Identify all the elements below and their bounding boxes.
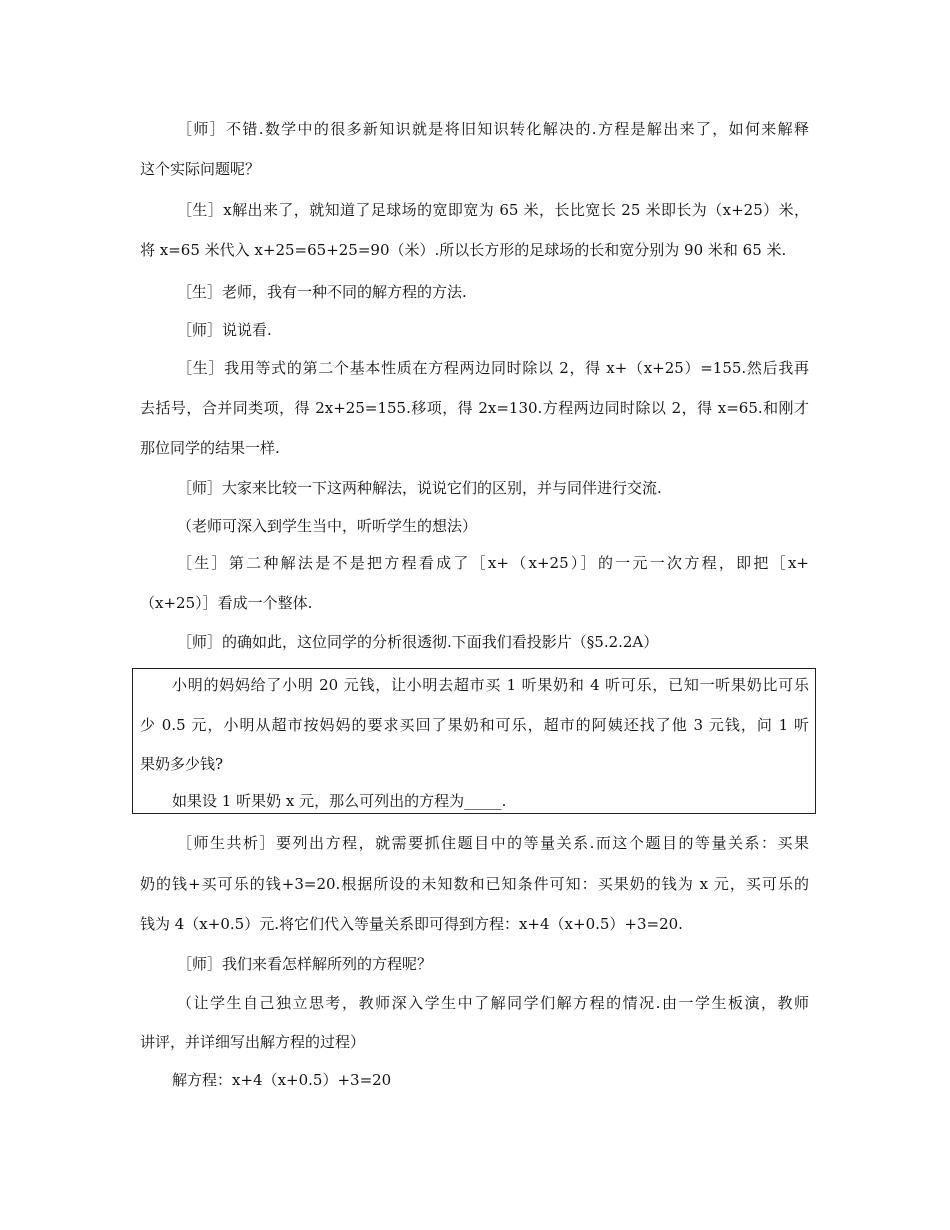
paragraph-line: 这个实际问题呢？: [140, 160, 261, 178]
paragraph-line: 奶的钱+买可乐的钱+3=20.根据所设的未知数和已知条件可知：买果奶的钱为 x 元，买可乐的: [140, 875, 809, 893]
paragraph-line: ［师］我们来看怎样解所列的方程呢？: [177, 955, 433, 973]
paragraph-line: 钱为 4（x+0.5）元.将它们代入等量关系即可得到方程：x+4（x+0.5）+3=20.: [140, 915, 683, 933]
problem-line: 如果设 1 听果奶 x 元，那么可列出的方程为_____.: [172, 792, 507, 810]
problem-line: 少 0.5 元，小明从超市按妈妈的要求买回了果奶和可乐，超市的阿姨还找了他 3 元钱，问 1 听: [140, 716, 809, 734]
paragraph-line: ［师］的确如此，这位同学的分析很透彻.下面我们看投影片（§5.2.2A）: [177, 633, 659, 651]
paragraph-line: ［生］x解出来了，就知道了足球场的宽即宽为 65 米，长比宽长 25 米即长为（x+25）米，: [177, 201, 809, 219]
paragraph-line: 去括号，合并同类项，得 2x+25=155.移项，得 2x=130.方程两边同时除以 2，得 x=65.和刚才: [140, 399, 809, 417]
paragraph-line: （让学生自己独立思考，教师深入学生中了解同学们解方程的情况.由一学生板演，教师: [177, 994, 809, 1012]
paragraph-line: 将 x=65 米代入 x+25=65+25=90（米）.所以长方形的足球场的长和宽分别为 90 米和 65 米.: [140, 241, 787, 259]
problem-line: 小明的妈妈给了小明 20 元钱，让小明去超市买 1 听果奶和 4 听可乐，已知一听果奶比可乐: [172, 676, 809, 694]
equation-line: 解方程：x+4（x+0.5）+3=20: [172, 1071, 392, 1089]
paragraph-line: ［师生共析］要列出方程，就需要抓住题目中的等量关系.而这个题目的等量关系：买果: [177, 834, 809, 852]
paragraph-line: ［生］老师，我有一种不同的解方程的方法.: [177, 283, 467, 301]
paragraph-line: 那位同学的结果一样.: [140, 439, 280, 457]
paragraph-line: 讲评，并详细写出解方程的过程）: [140, 1033, 366, 1051]
paragraph-line: ［师］说说看.: [177, 321, 272, 339]
paragraph-line: （老师可深入到学生当中，听听学生的想法）: [177, 517, 478, 535]
paragraph-line: ［生］第二种解法是不是把方程看成了［x+（x+25）］的一元一次方程，即把［x+: [177, 554, 809, 572]
paragraph-line: （x+25）］看成一个整体.: [140, 594, 313, 612]
paragraph-line: ［师］大家来比较一下这两种解法，说说它们的区别，并与同伴进行交流.: [177, 479, 662, 497]
paragraph-line: ［师］不错.数学中的很多新知识就是将旧知识转化解决的.方程是解出来了，如何来解释: [177, 120, 809, 138]
problem-line: 果奶多少钱?: [140, 755, 224, 773]
paragraph-line: ［生］我用等式的第二个基本性质在方程两边同时除以 2，得 x+（x+25）=155.然后我再: [177, 359, 809, 377]
